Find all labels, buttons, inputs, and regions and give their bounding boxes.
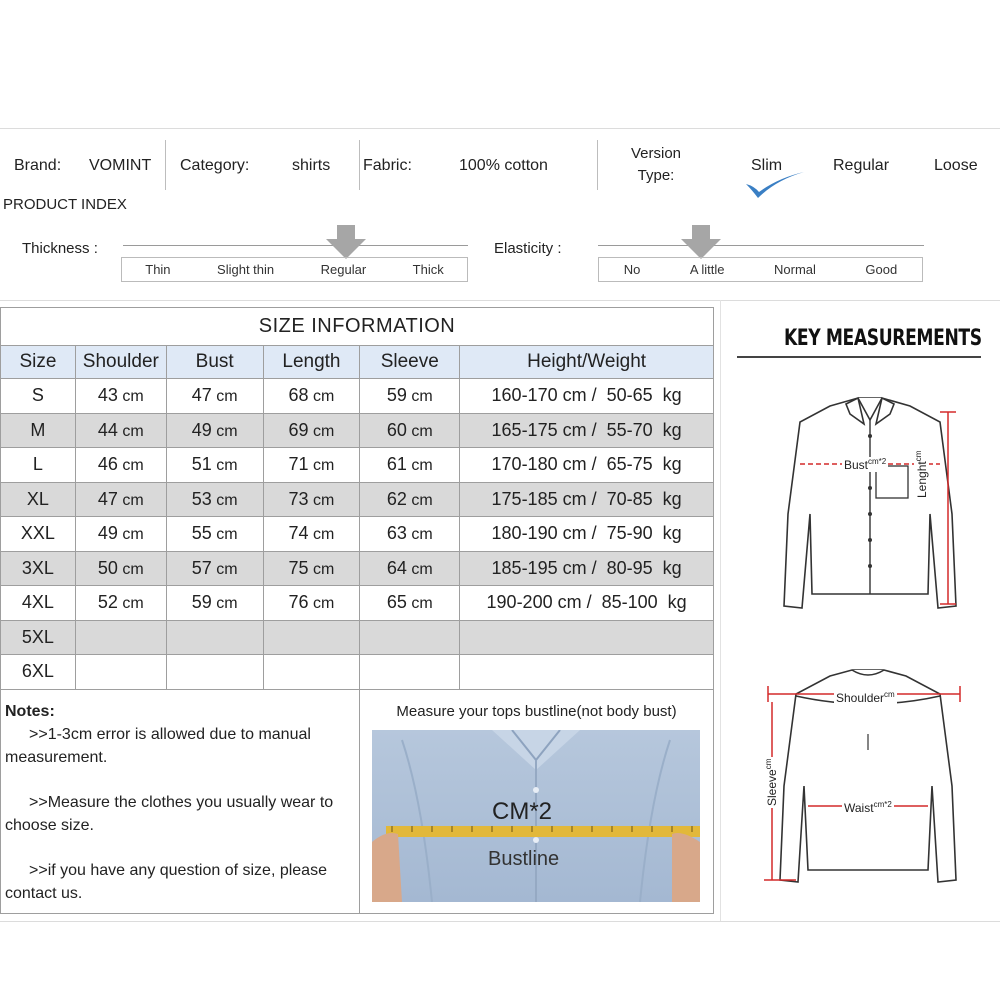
size-cell-hw: 170-180 cm / 65-75 kg bbox=[460, 448, 714, 483]
size-row bbox=[1, 413, 714, 448]
size-cell-bust bbox=[166, 620, 263, 655]
size-cell-bust: 57 cm bbox=[166, 551, 263, 586]
size-row bbox=[1, 448, 714, 483]
unit-label: cm bbox=[406, 560, 433, 578]
size-cell-length: 69 cm bbox=[263, 413, 360, 448]
size-cell-bust: 47 cm bbox=[166, 379, 263, 414]
unit-label: cm bbox=[117, 457, 144, 475]
size-cell-hw: 175-185 cm / 70-85 kg bbox=[460, 482, 714, 517]
length-label-text: Lenght bbox=[915, 461, 929, 498]
size-cell-length: 74 cm bbox=[263, 517, 360, 552]
unit-label: cm bbox=[211, 560, 238, 578]
waist-label bbox=[842, 800, 894, 815]
unit-label: cm bbox=[117, 491, 144, 509]
waist-unit: cm*2 bbox=[873, 800, 892, 809]
column-header: Sleeve bbox=[360, 346, 460, 379]
waist-label-text: Waist bbox=[844, 801, 874, 815]
notes-title: Notes: bbox=[5, 703, 55, 720]
sleeve-label bbox=[764, 757, 779, 808]
bust-label bbox=[842, 457, 888, 472]
unit-label: cm bbox=[308, 422, 335, 440]
size-cell-shoulder: 43 cm bbox=[75, 379, 166, 414]
size-cell-length: 71 cm bbox=[263, 448, 360, 483]
size-cell-sleeve: 62 cm bbox=[360, 482, 460, 517]
version-label-line1: Version bbox=[630, 145, 682, 162]
brand-label: Brand: bbox=[14, 157, 62, 174]
version-option-regular: Regular bbox=[833, 157, 890, 174]
length-label bbox=[914, 449, 929, 500]
size-row bbox=[1, 655, 714, 690]
unit-label: cm bbox=[308, 491, 335, 509]
top-divider bbox=[0, 128, 1000, 129]
category-value: shirts bbox=[292, 157, 331, 174]
unit-label: cm bbox=[406, 457, 433, 475]
fabric-value: 100% cotton bbox=[459, 157, 548, 174]
unit-label: cm bbox=[117, 595, 144, 613]
shoulder-unit: cm bbox=[884, 690, 895, 699]
elasticity-label: Elasticity : bbox=[494, 240, 562, 257]
sleeve-label-text: Sleeve bbox=[765, 769, 779, 806]
note-text: >>if you have any question of size, please contact us. bbox=[5, 862, 327, 902]
photo-label-bustline: Bustline bbox=[488, 848, 560, 870]
key-title-rule bbox=[737, 356, 981, 358]
unit-label: cm bbox=[211, 457, 238, 475]
thickness-indicator-arrow-icon bbox=[326, 225, 366, 259]
unit-label: cm bbox=[308, 388, 335, 406]
thickness-option: Thick bbox=[412, 262, 444, 277]
measure-title: Measure your tops bustline(not body bust) bbox=[396, 703, 677, 720]
divider bbox=[165, 140, 166, 190]
unit-label: cm bbox=[117, 422, 144, 440]
version-type-label bbox=[618, 143, 694, 187]
size-cell-sleeve: 63 cm bbox=[360, 517, 460, 552]
unit-label: cm bbox=[406, 526, 433, 544]
size-cell-sleeve: 59 cm bbox=[360, 379, 460, 414]
shoulder-label-text: Shoulder bbox=[836, 691, 885, 705]
column-header: Shoulder bbox=[75, 346, 166, 379]
unit-label: cm bbox=[117, 526, 144, 544]
elasticity-option: No bbox=[623, 262, 641, 277]
size-cell-sleeve: 65 cm bbox=[360, 586, 460, 621]
size-cell-size: 4XL bbox=[1, 586, 76, 621]
divider bbox=[597, 140, 598, 190]
size-cell-size: XL bbox=[1, 482, 76, 517]
unit-label: cm bbox=[211, 526, 238, 544]
unit-label: cm bbox=[406, 595, 433, 613]
size-table-header bbox=[1, 346, 714, 379]
size-cell-shoulder: 47 cm bbox=[75, 482, 166, 517]
unit-label: cm bbox=[211, 388, 238, 406]
size-cell-length bbox=[263, 655, 360, 690]
size-cell-length: 68 cm bbox=[263, 379, 360, 414]
size-cell-hw: 165-175 cm / 55-70 kg bbox=[460, 413, 714, 448]
size-cell-sleeve: 61 cm bbox=[360, 448, 460, 483]
bottom-divider bbox=[0, 921, 1000, 922]
size-cell-sleeve: 60 cm bbox=[360, 413, 460, 448]
size-cell-sleeve bbox=[360, 620, 460, 655]
bust-label-text: Bust bbox=[844, 458, 869, 472]
unit-label: cm bbox=[211, 595, 238, 613]
elasticity-scale-line bbox=[598, 245, 924, 246]
size-row bbox=[1, 482, 714, 517]
note-text: >>Measure the clothes you usually wear to choose size. bbox=[5, 794, 334, 834]
divider bbox=[359, 140, 360, 190]
elasticity-indicator-arrow-icon bbox=[681, 225, 721, 259]
note-item bbox=[5, 791, 353, 837]
note-text: >>1-3cm error is allowed due to manual measurement. bbox=[5, 726, 311, 766]
size-cell-shoulder: 50 cm bbox=[75, 551, 166, 586]
unit-label: cm bbox=[211, 491, 238, 509]
size-cell-size: 6XL bbox=[1, 655, 76, 690]
size-table-title: SIZE INFORMATION bbox=[1, 308, 714, 346]
size-cell-size: S bbox=[1, 379, 76, 414]
length-unit: cm bbox=[914, 450, 923, 462]
unit-label: cm bbox=[117, 560, 144, 578]
size-cell-shoulder bbox=[75, 655, 166, 690]
sleeve-unit: cm bbox=[764, 758, 773, 770]
size-cell-hw: 190-200 cm / 85-100 kg bbox=[460, 586, 714, 621]
elasticity-option: A little bbox=[689, 262, 725, 277]
unit-label: cm bbox=[406, 388, 433, 406]
product-index-title: PRODUCT INDEX bbox=[3, 196, 127, 213]
unit-label: cm bbox=[406, 422, 433, 440]
size-cell-bust: 59 cm bbox=[166, 586, 263, 621]
column-header: Size bbox=[1, 346, 76, 379]
unit-label: cm bbox=[308, 595, 335, 613]
size-cell-bust: 55 cm bbox=[166, 517, 263, 552]
front-shirt-diagram bbox=[770, 394, 970, 616]
version-option-slim: Slim bbox=[751, 157, 783, 174]
unit-label: cm bbox=[308, 457, 335, 475]
size-table bbox=[0, 307, 714, 690]
size-cell-hw: 185-195 cm / 80-95 kg bbox=[460, 551, 714, 586]
size-cell-bust bbox=[166, 655, 263, 690]
column-header: Height/Weight bbox=[460, 346, 714, 379]
measure-panel bbox=[359, 688, 714, 914]
photo-label-cm: CM*2 bbox=[492, 798, 553, 825]
size-cell-length: 75 cm bbox=[263, 551, 360, 586]
size-cell-hw bbox=[460, 620, 714, 655]
unit-label: cm bbox=[308, 560, 335, 578]
size-cell-hw bbox=[460, 655, 714, 690]
thickness-scale bbox=[121, 257, 468, 282]
check-icon bbox=[744, 170, 806, 200]
size-cell-length: 76 cm bbox=[263, 586, 360, 621]
size-cell-shoulder: 52 cm bbox=[75, 586, 166, 621]
elasticity-scale bbox=[598, 257, 923, 282]
thickness-option: Regular bbox=[320, 262, 367, 277]
size-row bbox=[1, 620, 714, 655]
size-cell-size: M bbox=[1, 413, 76, 448]
unit-label: cm bbox=[308, 526, 335, 544]
size-cell-shoulder: 49 cm bbox=[75, 517, 166, 552]
size-cell-size: 5XL bbox=[1, 620, 76, 655]
category-label: Category: bbox=[180, 157, 250, 174]
unit-label: cm bbox=[211, 422, 238, 440]
unit-label: cm bbox=[406, 491, 433, 509]
size-cell-length: 73 cm bbox=[263, 482, 360, 517]
column-header: Bust bbox=[166, 346, 263, 379]
size-cell-shoulder bbox=[75, 620, 166, 655]
size-row bbox=[1, 379, 714, 414]
brand-value: VOMINT bbox=[89, 157, 152, 174]
thickness-scale-line bbox=[123, 245, 468, 246]
size-cell-bust: 49 cm bbox=[166, 413, 263, 448]
size-cell-shoulder: 44 cm bbox=[75, 413, 166, 448]
size-cell-size: XXL bbox=[1, 517, 76, 552]
fabric-label: Fabric: bbox=[363, 157, 412, 174]
size-cell-length bbox=[263, 620, 360, 655]
size-cell-bust: 51 cm bbox=[166, 448, 263, 483]
size-cell-hw: 160-170 cm / 50-65 kg bbox=[460, 379, 714, 414]
thickness-option: Slight thin bbox=[217, 262, 275, 277]
size-cell-sleeve: 64 cm bbox=[360, 551, 460, 586]
size-cell-size: 3XL bbox=[1, 551, 76, 586]
size-row bbox=[1, 551, 714, 586]
thickness-label: Thickness : bbox=[22, 240, 98, 257]
key-measurements-title: KEY MEASUREMENTS bbox=[784, 326, 982, 351]
shoulder-label bbox=[834, 690, 897, 705]
size-cell-shoulder: 46 cm bbox=[75, 448, 166, 483]
size-cell-hw: 180-190 cm / 75-90 kg bbox=[460, 517, 714, 552]
elasticity-option: Normal bbox=[774, 262, 816, 277]
notes-panel bbox=[0, 688, 360, 914]
size-row bbox=[1, 586, 714, 621]
version-option-loose: Loose bbox=[934, 157, 978, 174]
version-label-line2: Type: bbox=[637, 167, 675, 184]
size-table-body bbox=[1, 379, 714, 690]
note-item bbox=[5, 859, 353, 905]
size-cell-bust: 53 cm bbox=[166, 482, 263, 517]
bust-unit: cm*2 bbox=[868, 457, 887, 466]
size-cell-size: L bbox=[1, 448, 76, 483]
elasticity-option: Good bbox=[865, 262, 898, 277]
size-cell-sleeve bbox=[360, 655, 460, 690]
thickness-option: Thin bbox=[145, 262, 171, 277]
note-item bbox=[5, 723, 353, 769]
size-row bbox=[1, 517, 714, 552]
column-header: Length bbox=[263, 346, 360, 379]
unit-label: cm bbox=[117, 388, 144, 406]
